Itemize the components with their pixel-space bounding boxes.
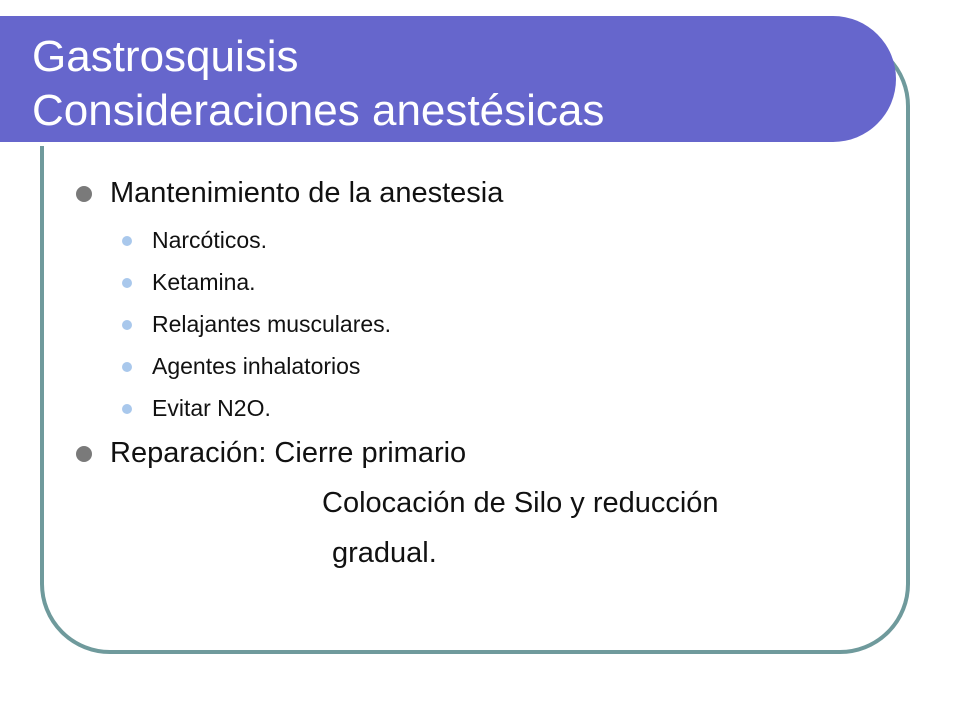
title-line-2: Consideraciones anestésicas [32, 86, 605, 135]
title-line-1: Gastrosquisis [32, 32, 299, 81]
bullet-dot [76, 446, 92, 462]
sub-bullet-dot [122, 404, 132, 414]
sub-item-text: Evitar N2O. [152, 395, 271, 421]
sub-bullet-dot [122, 320, 132, 330]
slide-title [32, 30, 604, 138]
continuation-line-2: gradual. [332, 537, 437, 569]
bullet-text: Mantenimiento de la anestesia [110, 177, 504, 209]
sub-bullet-dot [122, 278, 132, 288]
sub-item-text: Relajantes musculares. [152, 311, 392, 337]
bullet-dot [76, 186, 92, 202]
sub-item-text: Agentes inhalatorios [152, 353, 361, 379]
sub-bullet-dot [122, 236, 132, 246]
sub-item-text: Ketamina. [152, 269, 256, 295]
bullet-text: Reparación: Cierre primario [110, 437, 467, 469]
continuation-line-1: Colocación de Silo y reducción [322, 487, 719, 519]
title-bar [0, 16, 896, 142]
sub-bullet-dot [122, 362, 132, 372]
title-underline [0, 142, 848, 146]
sub-item-text: Narcóticos. [152, 227, 268, 253]
